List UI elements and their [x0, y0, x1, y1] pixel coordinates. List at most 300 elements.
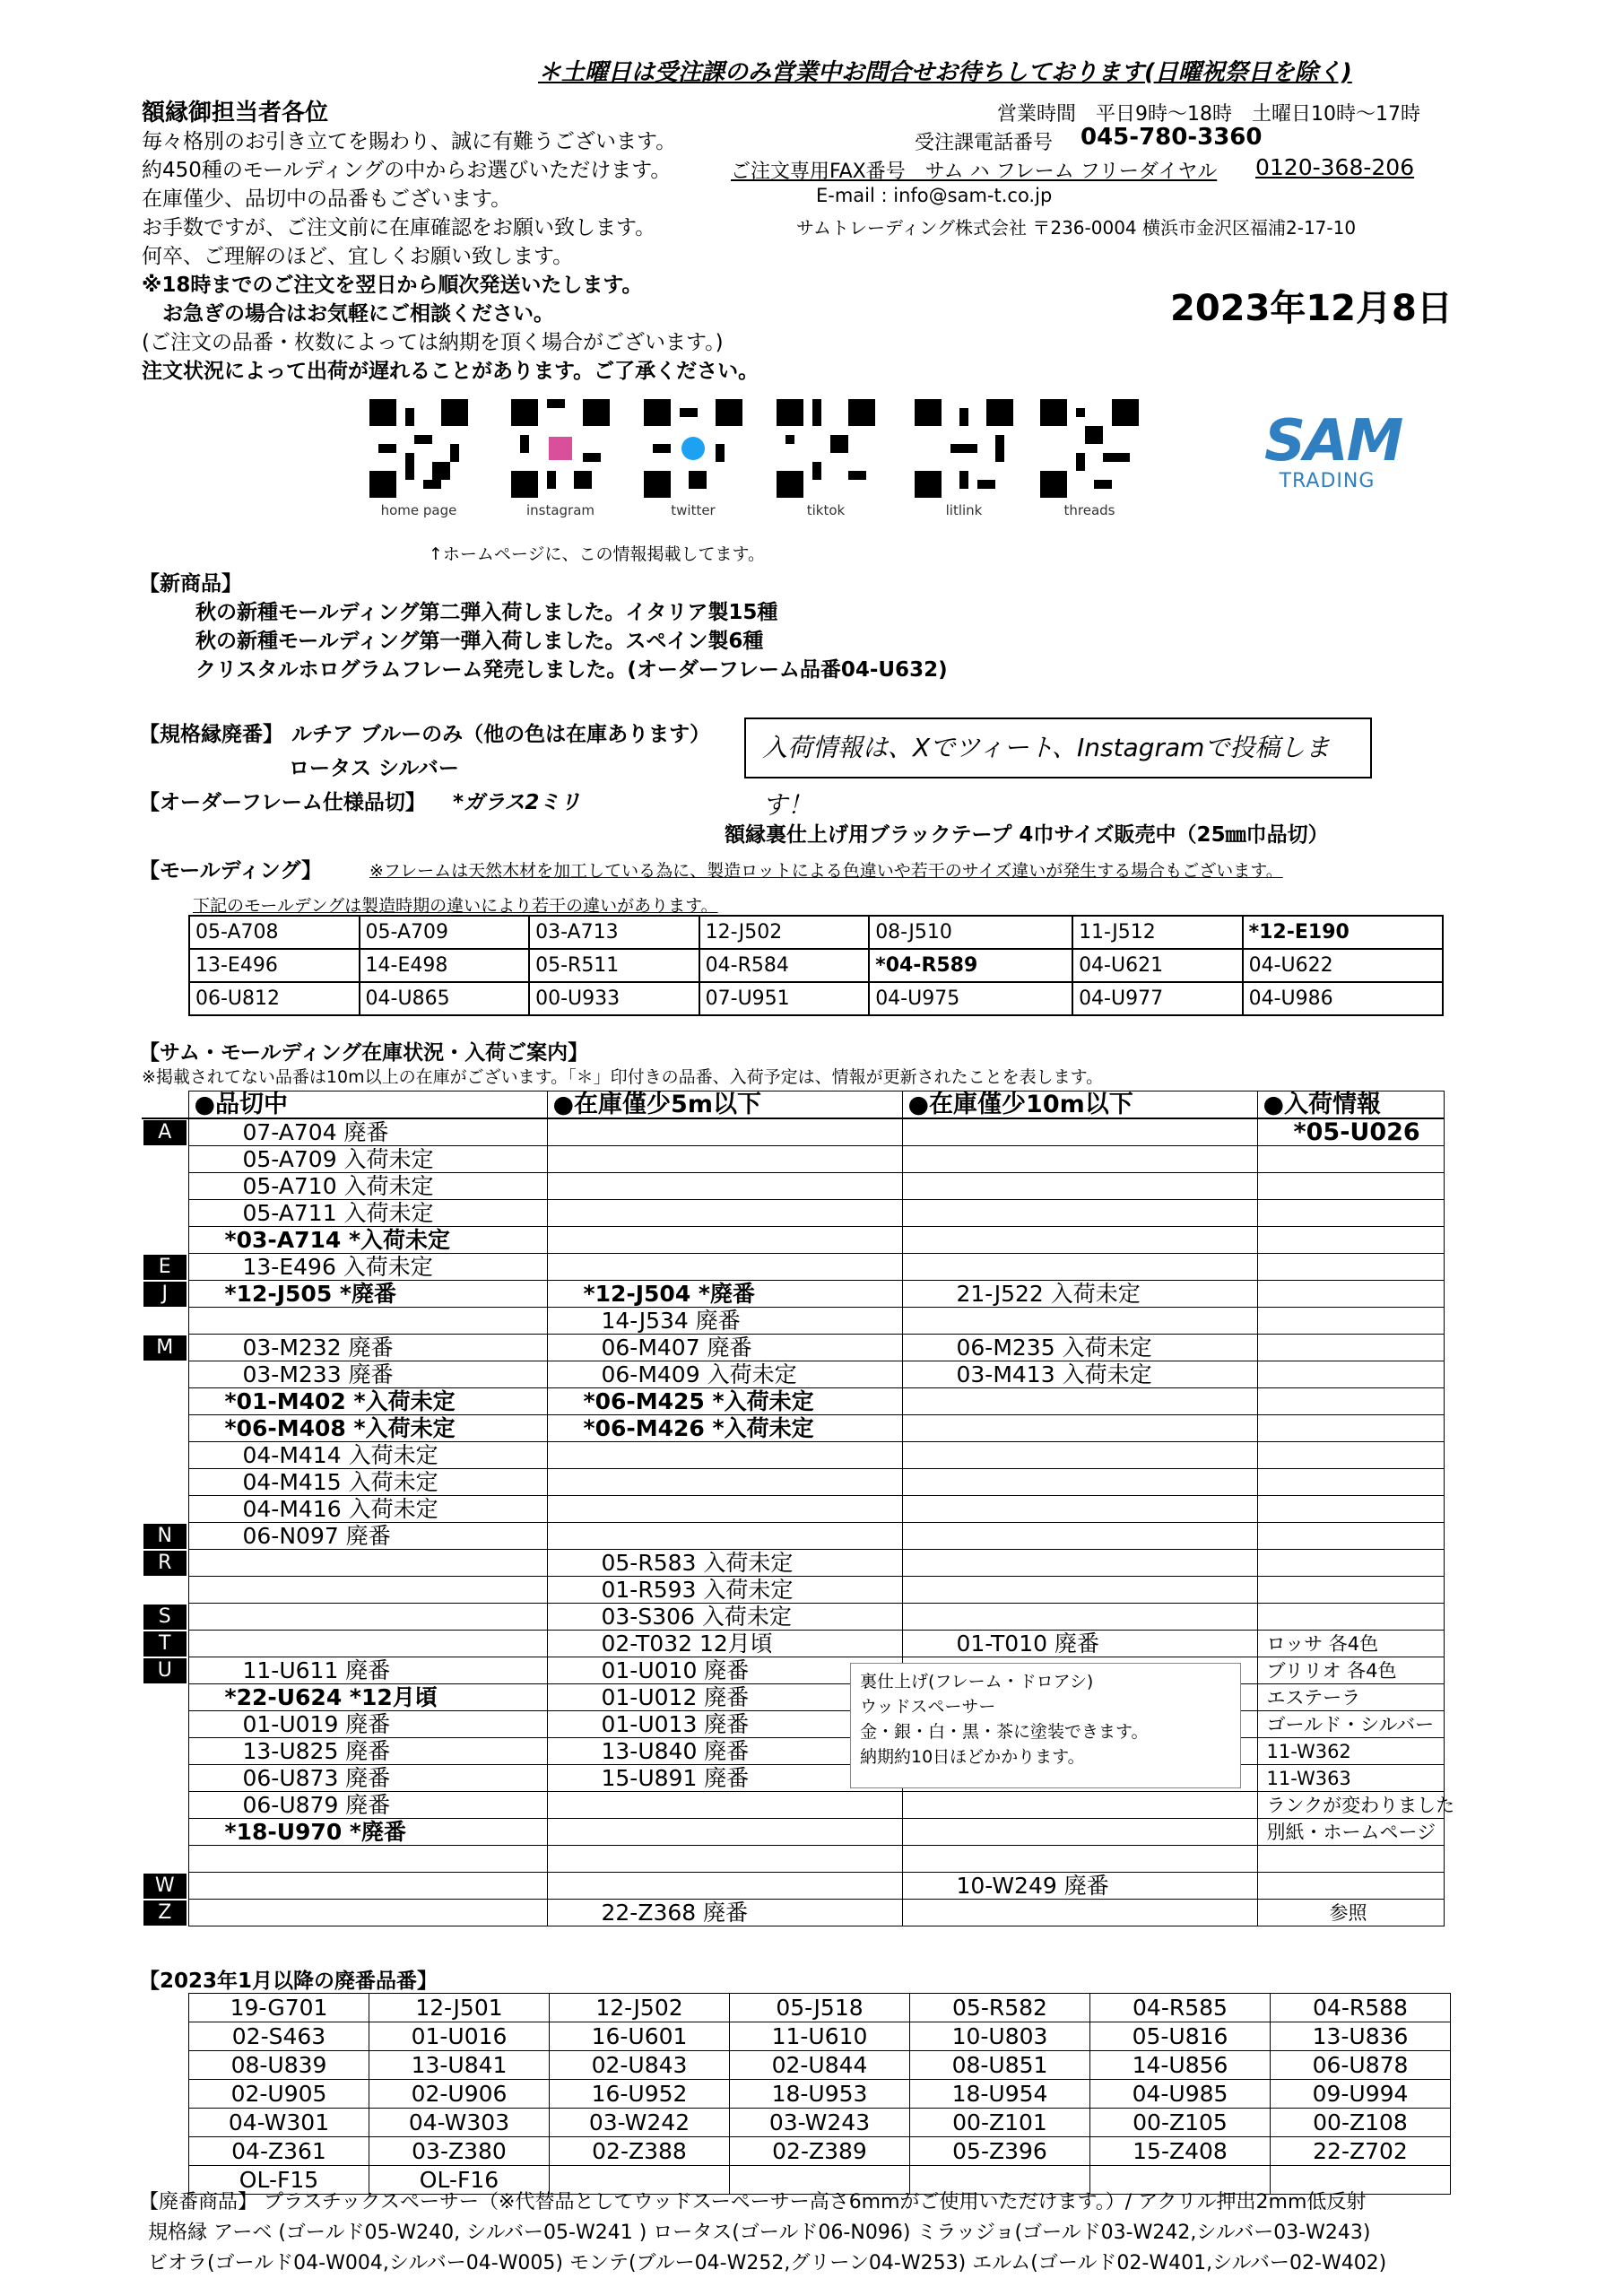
stock-row	[142, 1765, 1444, 1792]
qr-code-threads[interactable]	[1040, 399, 1139, 498]
new-product-item: 秋の新種モールディング第一弾入荷しました。スペイン製6種	[195, 630, 764, 653]
table-cell: OL-F16	[369, 2166, 550, 2195]
row-letter	[142, 1415, 188, 1442]
stock-cell: 参照	[1257, 1900, 1444, 1926]
stock-cell: *12-J505 *廃番	[188, 1281, 547, 1308]
standard-discontinued-line: ルチア ブルーのみ（他の色は在庫あります）	[291, 723, 711, 746]
table-row	[189, 2137, 1451, 2166]
table-cell: 00-Z105	[1090, 2109, 1271, 2137]
row-letter	[142, 1604, 188, 1631]
table-cell: 04-U621	[1072, 949, 1243, 982]
qr-label: home page	[380, 502, 457, 518]
table-cell: 08-U839	[189, 2051, 369, 2080]
stock-cell: 05-R583 入荷未定	[547, 1550, 902, 1577]
table-row	[189, 2051, 1451, 2080]
stock-cell	[188, 1604, 547, 1631]
stock-cell	[1257, 1873, 1444, 1900]
row-letter	[142, 1118, 188, 1146]
stock-cell: *12-J504 *廃番	[547, 1281, 902, 1308]
stock-cell: 01-U010 廃番	[547, 1657, 902, 1684]
row-letter	[142, 1523, 188, 1550]
stock-cell	[547, 1254, 902, 1281]
stock-cell	[1257, 1281, 1444, 1308]
greeting-line: 何卒、ご理解のほど、宜しくお願い致します。	[142, 245, 574, 268]
letter-badge: E	[143, 1255, 187, 1280]
business-hours: 営業時間 平日9時～18時 土曜日10時～17時	[997, 103, 1420, 126]
greeting-line: 毎々格別のお引き立てを賜わり、誠に有難うございます。	[142, 130, 677, 153]
greeting-line: 約450種のモールディングの中からお選びいただけます。	[142, 159, 672, 182]
note-line: 納期約10日ほどかかります。	[860, 1747, 1085, 1767]
stock-cell: *18-U970 *廃番	[188, 1819, 547, 1846]
table-cell: 05-J518	[730, 1994, 910, 2022]
qr-code-home-page[interactable]	[369, 399, 468, 498]
discontinued-2023-table	[188, 1993, 1451, 2195]
row-letter	[142, 1335, 188, 1361]
qr-code-litlink[interactable]	[915, 399, 1013, 498]
info-box: 入荷情報は、Xでツィート、Instagramで投稿します！	[744, 718, 1372, 778]
table-cell: 04-Z361	[189, 2137, 369, 2166]
table-cell: 04-W303	[369, 2109, 550, 2137]
stock-cell	[188, 1631, 547, 1657]
row-letter	[142, 1684, 188, 1711]
top-notice: ＊土曜日は受注課のみ営業中お問合せお待ちしております(日曜祝祭日を除く)	[538, 59, 1352, 86]
stock-row	[142, 1900, 1444, 1926]
stock-cell: 05-A709 入荷未定	[188, 1146, 547, 1173]
stock-cell: 13-U825 廃番	[188, 1738, 547, 1765]
table-cell: 02-U905	[189, 2080, 369, 2109]
stock-cell	[902, 1792, 1257, 1819]
table-cell: 02-U906	[369, 2080, 550, 2109]
stock-note: ※掲載されてない品番は10m以上の在庫がございます。「＊」印付きの品番、入荷予定は、情報が更新されたことを表します。	[142, 1067, 1104, 1087]
letter-badge: Z	[143, 1900, 187, 1926]
stock-cell	[1257, 1442, 1444, 1469]
stock-cell: 01-U013 廃番	[547, 1711, 902, 1738]
row-letter	[142, 1308, 188, 1335]
table-cell: 04-U975	[869, 982, 1072, 1015]
row-letter	[142, 1200, 188, 1227]
table-cell: 13-U841	[369, 2051, 550, 2080]
header-out-of-stock: ●品切中	[188, 1091, 547, 1119]
table-cell: 02-S463	[189, 2022, 369, 2051]
stock-heading: 【サム・モールディング在庫状況・入荷ご案内】	[139, 1041, 589, 1065]
stock-row	[142, 1308, 1444, 1335]
stock-cell: 01-T010 廃番	[902, 1631, 1257, 1657]
stock-cell	[1257, 1846, 1444, 1873]
table-cell: 13-E496	[189, 949, 360, 982]
table-cell: 18-U954	[910, 2080, 1090, 2109]
stock-cell	[1257, 1335, 1444, 1361]
stock-row	[142, 1335, 1444, 1361]
table-row	[189, 2022, 1451, 2051]
table-cell: 05-U816	[1090, 2022, 1271, 2051]
stock-cell	[188, 1873, 547, 1900]
stock-row	[142, 1523, 1444, 1550]
stock-cell	[902, 1227, 1257, 1254]
stock-cell: 別紙・ホームページ	[1257, 1819, 1444, 1846]
stock-row	[142, 1657, 1444, 1684]
row-letter	[142, 1631, 188, 1657]
stock-cell: 03-M413 入荷未定	[902, 1361, 1257, 1388]
greeting-line: お急ぎの場合はお気軽にご相談ください。	[142, 302, 554, 326]
table-cell: 02-U844	[730, 2051, 910, 2080]
table-cell: 05-Z396	[910, 2137, 1090, 2166]
stock-cell: 13-E496 入荷未定	[188, 1254, 547, 1281]
table-cell: 14-U856	[1090, 2051, 1271, 2080]
table-cell: 03-A713	[529, 916, 699, 949]
table-cell: 04-U977	[1072, 982, 1243, 1015]
discontinued-goods-line: ビオラ(ゴールド04-W004,シルバー04-W005) モンテ(ブルー04-W252,グリーン04-W253) エルム(ゴールド02-W401,シルバー02-W402)	[148, 2252, 1387, 2274]
fax-number[interactable]: 0120-368-206	[1255, 154, 1415, 180]
table-row	[189, 916, 1443, 949]
greeting-line: (ご注文の品番・枚数によっては納期を頂く場合がございます。)	[142, 331, 724, 354]
stock-cell: 07-A704 廃番	[188, 1118, 547, 1146]
stock-cell: 06-U879 廃番	[188, 1792, 547, 1819]
stock-row	[142, 1118, 1444, 1146]
header-low-10m: ●在庫僅少10m以下	[902, 1091, 1257, 1119]
table-cell: 00-Z101	[910, 2109, 1090, 2137]
row-letter	[142, 1173, 188, 1200]
stock-row	[142, 1631, 1444, 1657]
greeting-line: ※18時までのご注文を翌日から順次発送いたします。	[142, 274, 643, 297]
table-cell: 16-U952	[550, 2080, 730, 2109]
stock-cell	[1257, 1523, 1444, 1550]
stock-cell	[902, 1415, 1257, 1442]
stock-cell: 03-M233 廃番	[188, 1361, 547, 1388]
stock-row	[142, 1388, 1444, 1415]
stock-cell: 21-J522 入荷未定	[902, 1281, 1257, 1308]
stock-cell	[902, 1308, 1257, 1335]
table-cell: 12-J502	[699, 916, 870, 949]
stock-cell: *06-M426 *入荷未定	[547, 1415, 902, 1442]
stock-cell	[1257, 1361, 1444, 1388]
qr-label: litlink	[945, 502, 983, 518]
qr-label: tiktok	[806, 502, 846, 518]
stock-table	[142, 1090, 1455, 1926]
table-cell: 01-U016	[369, 2022, 550, 2051]
stock-cell	[188, 1308, 547, 1335]
table-cell: 19-G701	[189, 1994, 369, 2022]
header-low-5m: ●在庫僅少5m以下	[547, 1091, 902, 1119]
table-cell: 15-Z408	[1090, 2137, 1271, 2166]
row-letter	[142, 1388, 188, 1415]
greeting-block	[142, 99, 759, 386]
stock-cell	[1257, 1577, 1444, 1604]
table-cell: 02-Z389	[730, 2137, 910, 2166]
row-letter	[142, 1469, 188, 1496]
discontinued-goods-line: 【廃番商品】 プラスチックスペーサー（※代替品としてウッドスーペーサー高さ6mmがご使用いただけます。）/ アクリル押出2mm低反射	[139, 2191, 1367, 2213]
standard-discontinued-line: ロータス シルバー	[289, 757, 459, 780]
letter-badge: J	[143, 1282, 187, 1307]
table-cell: OL-F15	[189, 2166, 369, 2195]
table-cell: 12-J502	[550, 1994, 730, 2022]
date: 2023年12月8日	[1170, 288, 1453, 329]
stock-cell	[902, 1146, 1257, 1173]
stock-cell	[902, 1173, 1257, 1200]
stock-row	[142, 1361, 1444, 1388]
stock-cell	[1257, 1496, 1444, 1523]
stock-cell: 06-U873 廃番	[188, 1765, 547, 1792]
stock-cell: 04-M416 入荷未定	[188, 1496, 547, 1523]
stock-cell	[902, 1496, 1257, 1523]
row-letter	[142, 1281, 188, 1308]
discontinued-goods-line: 規格縁 アーベ (ゴールド05-W240, シルバー05-W241 ) ロータス(ゴールド06-N096) ミラッジョ(ゴールド03-W242,シルバー03-W243)	[148, 2222, 1371, 2244]
row-letter	[142, 1227, 188, 1254]
email[interactable]: E-mail : info@sam-t.co.jp	[816, 185, 1053, 206]
stock-cell	[1257, 1550, 1444, 1577]
stock-row	[142, 1873, 1444, 1900]
row-letter	[142, 1900, 188, 1926]
stock-cell: 04-M415 入荷未定	[188, 1469, 547, 1496]
stock-cell: 14-J534 廃番	[547, 1308, 902, 1335]
stock-cell: *22-U624 *12月頃	[188, 1684, 547, 1711]
stock-row	[142, 1281, 1444, 1308]
letter-badge: T	[143, 1631, 187, 1657]
stock-cell: *05-U026	[1257, 1118, 1444, 1146]
table-cell: 04-U865	[360, 982, 530, 1015]
qr-label: twitter	[671, 502, 716, 518]
qr-label: threads	[1063, 502, 1115, 518]
stock-cell	[902, 1469, 1257, 1496]
table-cell: 00-Z108	[1271, 2109, 1451, 2137]
stock-cell: *06-M425 *入荷未定	[547, 1388, 902, 1415]
stock-cell: 06-M235 入荷未定	[902, 1335, 1257, 1361]
stock-row	[142, 1846, 1444, 1873]
row-letter	[142, 1577, 188, 1604]
table-cell: 13-U836	[1271, 2022, 1451, 2051]
moulding-subnote: 下記のモールデングは製造時期の違いにより若干の違いがあります。	[193, 896, 718, 916]
stock-cell	[547, 1469, 902, 1496]
stock-row	[142, 1469, 1444, 1496]
stock-cell	[547, 1227, 902, 1254]
stock-cell: 02-T032 12月頃	[547, 1631, 902, 1657]
note-line: 裏仕上げ(フレーム・ドロアシ)	[860, 1672, 1094, 1692]
stock-cell	[547, 1200, 902, 1227]
table-row	[189, 949, 1443, 982]
stock-row	[142, 1684, 1444, 1711]
row-letter	[142, 1873, 188, 1900]
table-cell: 11-U610	[730, 2022, 910, 2051]
greeting-line: お手数ですが、ご注文前に在庫確認をお願い致します。	[142, 216, 656, 239]
new-product-item: クリスタルホログラムフレーム発売しました。(オーダーフレーム品番04-U632)	[195, 658, 948, 682]
table-cell: 04-R588	[1271, 1994, 1451, 2022]
table-row	[189, 1994, 1451, 2022]
table-cell: 04-W301	[189, 2109, 369, 2137]
row-letter	[142, 1361, 188, 1388]
stock-cell: *01-M402 *入荷未定	[188, 1388, 547, 1415]
stock-cell	[902, 1819, 1257, 1846]
table-cell: 05-R582	[910, 1994, 1090, 2022]
stock-header-row	[142, 1091, 1444, 1119]
stock-row	[142, 1442, 1444, 1469]
stock-row	[142, 1173, 1444, 1200]
note-line: ウッドスペーサー	[860, 1697, 996, 1717]
stock-cell	[188, 1846, 547, 1873]
stock-cell: 06-N097 廃番	[188, 1523, 547, 1550]
greeting-line: 在庫僅少、品切中の品番もございます。	[142, 187, 512, 211]
stock-cell	[1257, 1227, 1444, 1254]
table-cell: 04-U622	[1243, 949, 1443, 982]
stock-cell: ブリリオ 各4色	[1257, 1657, 1444, 1684]
stock-row	[142, 1577, 1444, 1604]
note-line: 金・銀・白・黒・茶に塗装できます。	[860, 1722, 1149, 1742]
stock-cell	[547, 1873, 902, 1900]
table-row	[189, 2109, 1451, 2137]
stock-cell: 11-U611 廃番	[188, 1657, 547, 1684]
table-cell: 02-Z388	[550, 2137, 730, 2166]
stock-cell	[547, 1442, 902, 1469]
letter-badge: N	[143, 1524, 187, 1549]
table-cell: 18-U953	[730, 2080, 910, 2109]
letter-badge: S	[143, 1605, 187, 1630]
stock-cell: 04-M414 入荷未定	[188, 1442, 547, 1469]
stock-cell	[547, 1173, 902, 1200]
stock-row	[142, 1604, 1444, 1631]
stock-cell	[547, 1523, 902, 1550]
stock-cell: 06-M407 廃番	[547, 1335, 902, 1361]
stock-cell: 05-A711 入荷未定	[188, 1200, 547, 1227]
stock-cell: 01-U012 廃番	[547, 1684, 902, 1711]
qr-code-instagram[interactable]	[511, 399, 610, 498]
stock-cell	[902, 1200, 1257, 1227]
stock-cell: ゴールド・シルバー	[1257, 1711, 1444, 1738]
stock-cell	[1257, 1604, 1444, 1631]
stock-cell	[547, 1846, 902, 1873]
new-product-item: 秋の新種モールディング第二弾入荷しました。イタリア製15種	[195, 601, 778, 624]
stock-cell: 05-A710 入荷未定	[188, 1173, 547, 1200]
stock-cell: 10-W249 廃番	[902, 1873, 1257, 1900]
greeting-line: 注文状況によって出荷が遅れることがあります。ご了承ください。	[142, 360, 759, 383]
black-tape-notice: 額縁裏仕上げ用ブラックテープ 4巾サイズ販売中（25㎜巾品切）	[725, 823, 1329, 847]
standard-discontinued-heading: 【規格縁廃番】	[139, 723, 283, 746]
stock-cell: 01-R593 入荷未定	[547, 1577, 902, 1604]
stock-cell: ロッサ 各4色	[1257, 1631, 1444, 1657]
letter-badge: R	[143, 1551, 187, 1576]
stock-row	[142, 1415, 1444, 1442]
table-cell: 11-J512	[1072, 916, 1243, 949]
stock-cell	[547, 1819, 902, 1846]
new-products-heading: 【新商品】	[139, 572, 242, 596]
row-letter	[142, 1792, 188, 1819]
table-cell: 04-U985	[1090, 2080, 1271, 2109]
company-address: サムトレーディング株式会社 〒236-0004 横浜市金沢区福浦2-17-10	[796, 217, 1357, 239]
phone-number[interactable]: 045-780-3360	[1081, 124, 1263, 151]
table-cell: *04-R589	[869, 949, 1072, 982]
stock-cell: 03-M232 廃番	[188, 1335, 547, 1361]
sam-trading-logo	[1264, 408, 1402, 492]
table-row	[189, 2080, 1451, 2109]
row-letter	[142, 1496, 188, 1523]
row-letter	[142, 1657, 188, 1684]
stock-cell: *06-M408 *入荷未定	[188, 1415, 547, 1442]
moulding-heading: 【モールディング】	[139, 859, 323, 883]
stock-cell	[902, 1900, 1257, 1926]
stock-cell: *03-A714 *入荷未定	[188, 1227, 547, 1254]
stock-row	[142, 1792, 1444, 1819]
qr-label: instagram	[525, 502, 595, 518]
table-cell: 10-U803	[910, 2022, 1090, 2051]
logo-main: SAM	[1264, 408, 1402, 474]
stock-cell: エステーラ	[1257, 1684, 1444, 1711]
stock-cell: 01-U019 廃番	[188, 1711, 547, 1738]
table-cell: 03-Z380	[369, 2137, 550, 2166]
stock-cell	[902, 1118, 1257, 1146]
row-letter	[142, 1711, 188, 1738]
table-cell: 07-U951	[699, 982, 870, 1015]
table-cell: 08-U851	[910, 2051, 1090, 2080]
stock-cell	[902, 1388, 1257, 1415]
stock-row	[142, 1496, 1444, 1523]
stock-row	[142, 1819, 1444, 1846]
stock-cell	[1257, 1308, 1444, 1335]
stock-cell	[902, 1442, 1257, 1469]
phone-label: 受注課電話番号	[915, 132, 1054, 154]
stock-cell: 22-Z368 廃番	[547, 1900, 902, 1926]
row-letter	[142, 1819, 188, 1846]
stock-row	[142, 1200, 1444, 1227]
letter-badge: M	[143, 1335, 187, 1361]
letter-badge: A	[143, 1120, 187, 1145]
table-row	[189, 982, 1443, 1015]
stock-cell	[547, 1496, 902, 1523]
table-cell: 16-U601	[550, 2022, 730, 2051]
stock-row	[142, 1254, 1444, 1281]
qr-note: ↑ホームページに、この情報掲載してます。	[429, 544, 766, 564]
stock-cell	[1257, 1469, 1444, 1496]
stock-row	[142, 1711, 1444, 1738]
table-cell: 02-U843	[550, 2051, 730, 2080]
stock-cell	[1257, 1388, 1444, 1415]
row-letter	[142, 1846, 188, 1873]
table-cell: 05-A709	[360, 916, 530, 949]
stock-cell	[188, 1550, 547, 1577]
row-letter	[142, 1550, 188, 1577]
stock-cell: 03-S306 入荷未定	[547, 1604, 902, 1631]
table-cell: 00-U933	[529, 982, 699, 1015]
stock-cell: 11-W363	[1257, 1765, 1444, 1792]
fax-label: ご注文専用FAX番号 サム ハ フレーム フリーダイヤル	[731, 161, 1218, 183]
letter-badge: U	[143, 1658, 187, 1683]
stock-cell	[188, 1577, 547, 1604]
stock-row	[142, 1227, 1444, 1254]
stock-cell: 11-W362	[1257, 1738, 1444, 1765]
table-cell: 06-U812	[189, 982, 360, 1015]
order-frame-heading: 【オーダーフレーム仕様品切】	[139, 791, 426, 814]
table-cell: *12-E190	[1243, 916, 1443, 949]
table-cell: 14-E498	[360, 949, 530, 982]
table-cell: 03-W242	[550, 2109, 730, 2137]
stock-row	[142, 1738, 1444, 1765]
greeting-title: 額縁御担当者各位	[142, 100, 329, 126]
table-cell: 09-U994	[1271, 2080, 1451, 2109]
row-letter	[142, 1254, 188, 1281]
qr-code-tiktok[interactable]	[777, 399, 875, 498]
qr-code-twitter[interactable]	[644, 399, 742, 498]
row-letter	[142, 1738, 188, 1765]
stock-cell	[902, 1254, 1257, 1281]
stock-cell	[902, 1846, 1257, 1873]
stock-row	[142, 1550, 1444, 1577]
stock-cell	[902, 1550, 1257, 1577]
stock-cell	[547, 1118, 902, 1146]
header-arrival-info: ●入荷情報	[1257, 1091, 1444, 1119]
moulding-note: ※フレームは天然木材を加工している為に、製造ロットによる色違いや若干のサイズ違いが発生する場合もございます。	[369, 861, 1283, 881]
discontinued-2023-heading: 【2023年1月以降の廃番品番】	[139, 1970, 438, 1993]
stock-cell: ランクが変わりました	[1257, 1792, 1444, 1819]
table-cell: 08-J510	[869, 916, 1072, 949]
stock-cell	[902, 1523, 1257, 1550]
table-cell: 04-R584	[699, 949, 870, 982]
table-cell: 05-A708	[189, 916, 360, 949]
